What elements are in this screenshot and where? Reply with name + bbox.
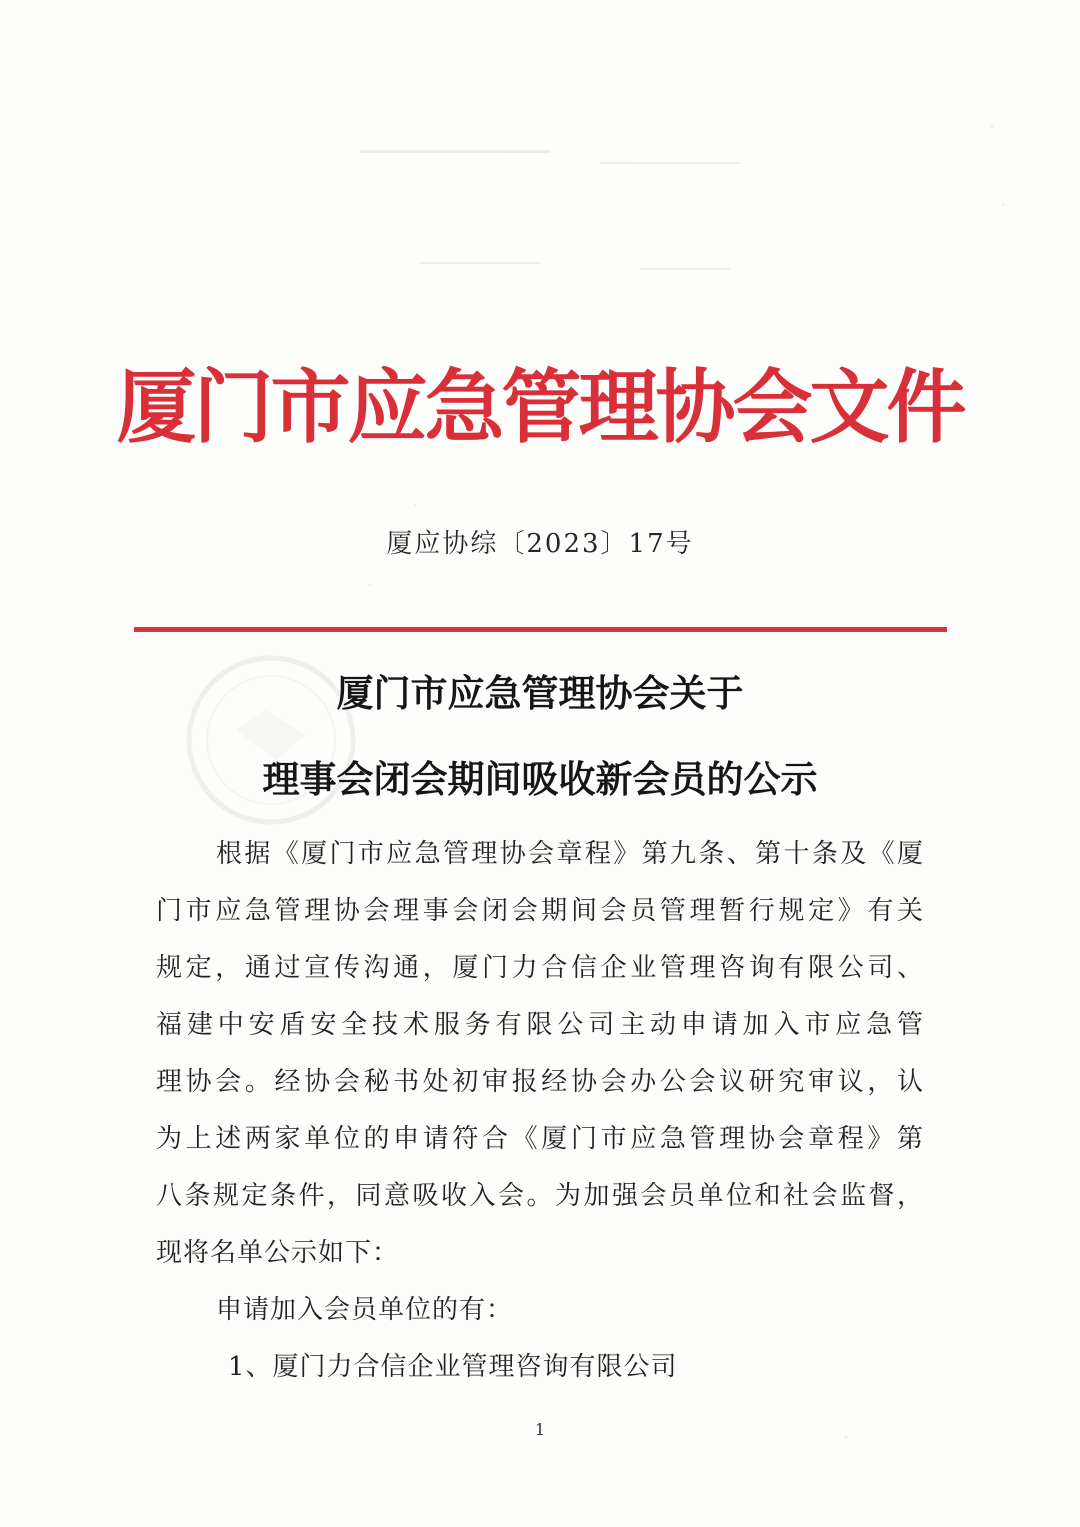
- notice-body: [156, 826, 924, 1396]
- body-line: 为上述两家单位的申请符合《厦门市应急管理协会章程》第: [156, 1124, 924, 1154]
- red-divider-line: [134, 627, 947, 632]
- document-number: 厦应协综〔2023〕17号: [386, 529, 694, 559]
- notice-title-line-2: 理事会闭会期间吸收新会员的公示: [262, 758, 818, 801]
- body-line: 理协会。经协会秘书处初审报经协会办公会议研究审议，认: [156, 1067, 924, 1097]
- page-number: 1: [534, 1420, 546, 1439]
- list-item: 1、厦门力合信企业管理咨询有限公司: [228, 1352, 678, 1382]
- body-line: 根据《厦门市应急管理协会章程》第九条、第十条及《厦: [216, 839, 924, 869]
- body-line: 门市应急管理协会理事会闭会期间会员管理暂行规定》有关: [156, 896, 924, 926]
- body-line: 规定，通过宣传沟通，厦门力合信企业管理咨询有限公司、: [156, 953, 924, 983]
- body-line: 八条规定条件，同意吸收入会。为加强会员单位和社会监督，: [156, 1181, 924, 1211]
- list-intro: 申请加入会员单位的有：: [216, 1295, 514, 1325]
- document-masthead: 厦门市应急管理协会文件: [116, 360, 964, 454]
- notice-title-line-1: 厦门市应急管理协会关于: [336, 672, 744, 715]
- body-line: 现将名单公示如下：: [156, 1238, 400, 1268]
- body-line: 福建中安盾安全技术服务有限公司主动申请加入市应急管: [156, 1010, 924, 1040]
